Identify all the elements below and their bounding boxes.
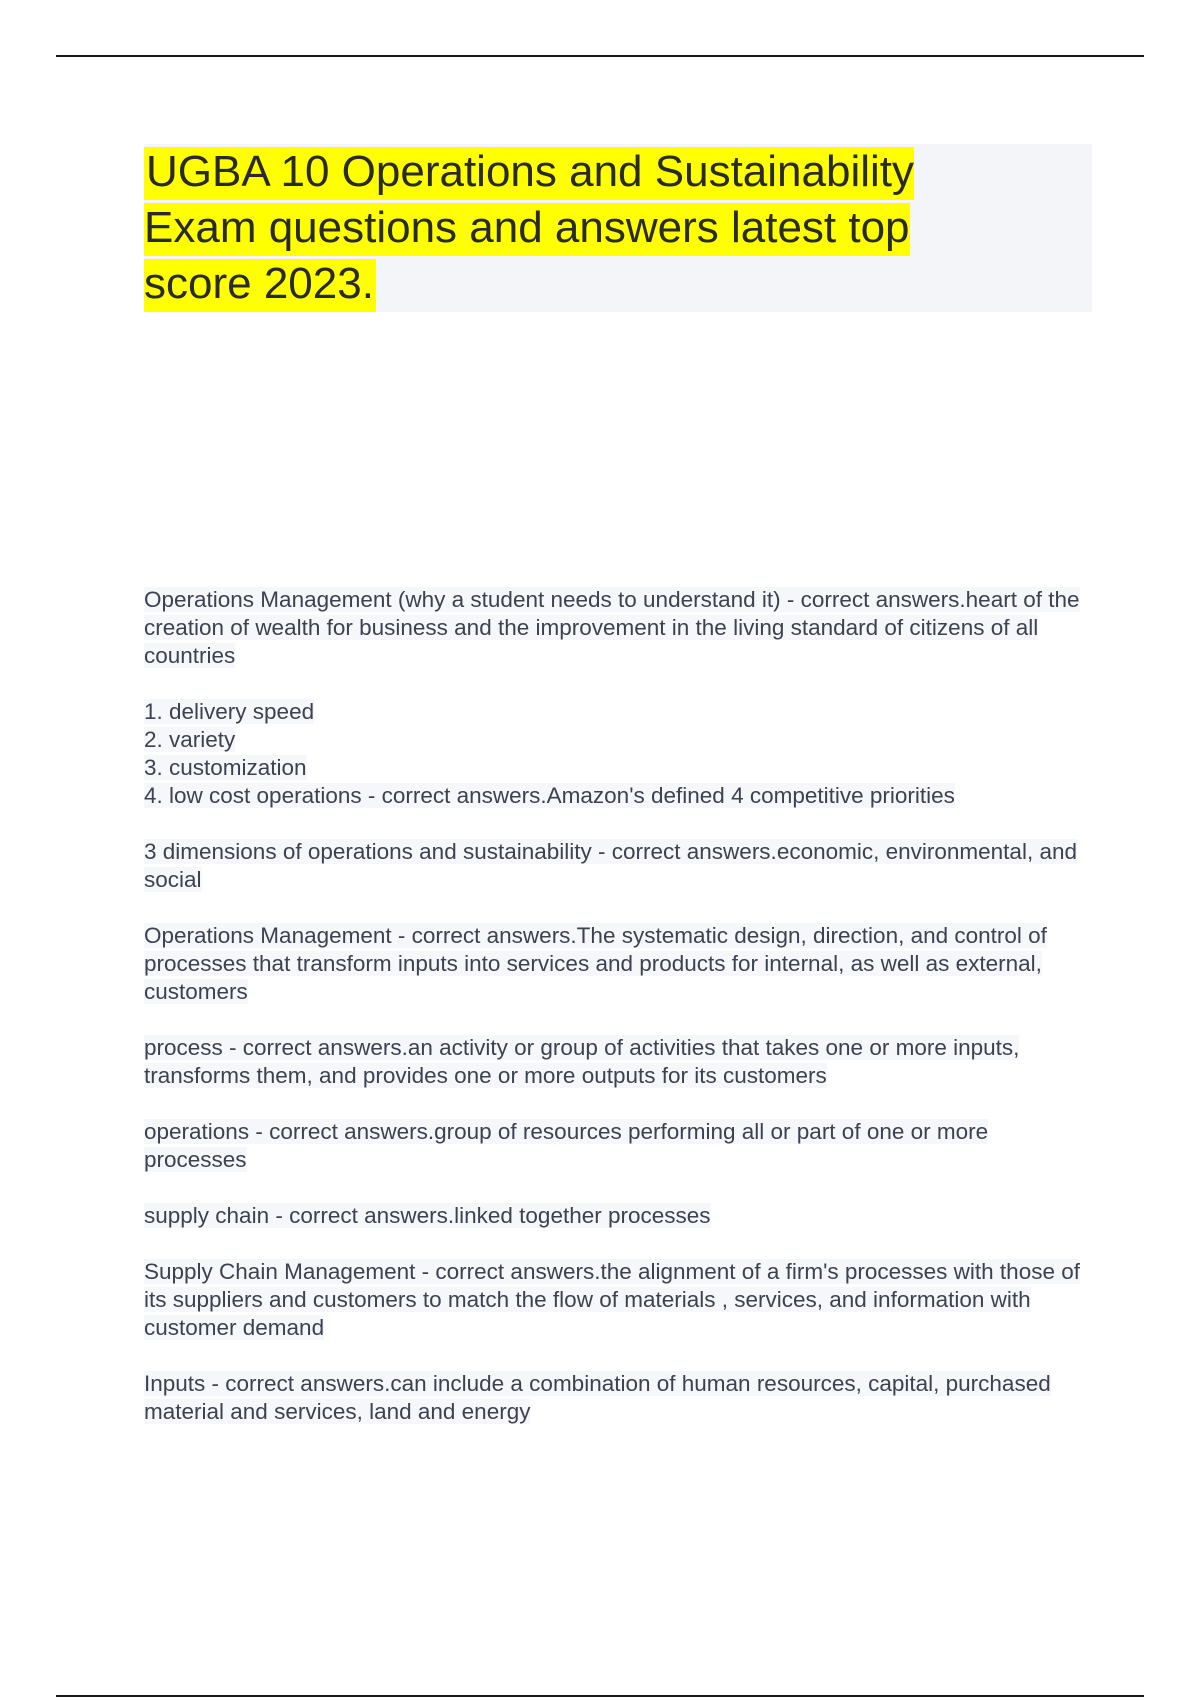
- qa-entry: [144, 1370, 1092, 1426]
- list-item: [144, 698, 1092, 726]
- qa-entry-text: Operations Management - correct answers.The systematic design, direction, and control of processes that transform inputs into services and products for internal, as well as external, customers: [144, 923, 1047, 1004]
- qa-entry-list: [144, 698, 1092, 810]
- qa-list: [144, 586, 1092, 1454]
- qa-entry: [144, 1258, 1092, 1342]
- qa-entry-text: Supply Chain Management - correct answers.the alignment of a firm's processes with those of its suppliers and customers to match the flow of materials , services, and information with customer demand: [144, 1259, 1080, 1340]
- list-item-text: 2. variety: [144, 727, 236, 752]
- title-highlight: UGBA 10 Operations and Sustainability Exam questions and answers latest top score 2023.: [144, 147, 914, 312]
- bottom-rule: [56, 1695, 1144, 1697]
- list-item-text: 4. low cost operations - correct answers.Amazon's defined 4 competitive priorities: [144, 783, 955, 808]
- qa-entry: [144, 1118, 1092, 1174]
- qa-entry-text: operations - correct answers.group of resources performing all or part of one or more processes: [144, 1119, 989, 1172]
- list-item-text: 3. customization: [144, 755, 307, 780]
- list-item: [144, 726, 1092, 754]
- qa-entry-text: Inputs - correct answers.can include a combination of human resources, capital, purchased material and services, land and energy: [144, 1371, 1051, 1424]
- qa-entry: [144, 838, 1092, 894]
- qa-entry-text: 3 dimensions of operations and sustainability - correct answers.economic, environmental, and social: [144, 839, 1077, 892]
- qa-entry: [144, 1202, 1092, 1230]
- qa-entry: [144, 586, 1092, 670]
- list-item: [144, 782, 1092, 810]
- document-title: [144, 144, 1014, 312]
- list-item-text: 1. delivery speed: [144, 699, 315, 724]
- qa-entry-text: Operations Management (why a student needs to understand it) - correct answers.heart of the creation of wealth for business and the improvement in the living standard of citizens of all countries: [144, 587, 1080, 668]
- title-block: [144, 144, 1092, 312]
- qa-entry-text: process - correct answers.an activity or group of activities that takes one or more inputs, transforms them, and provides one or more outputs for its customers: [144, 1035, 1020, 1088]
- top-rule: [56, 55, 1144, 57]
- qa-entry: [144, 922, 1092, 1006]
- qa-entry: [144, 1034, 1092, 1090]
- qa-entry-text: supply chain - correct answers.linked together processes: [144, 1203, 711, 1228]
- list-item: [144, 754, 1092, 782]
